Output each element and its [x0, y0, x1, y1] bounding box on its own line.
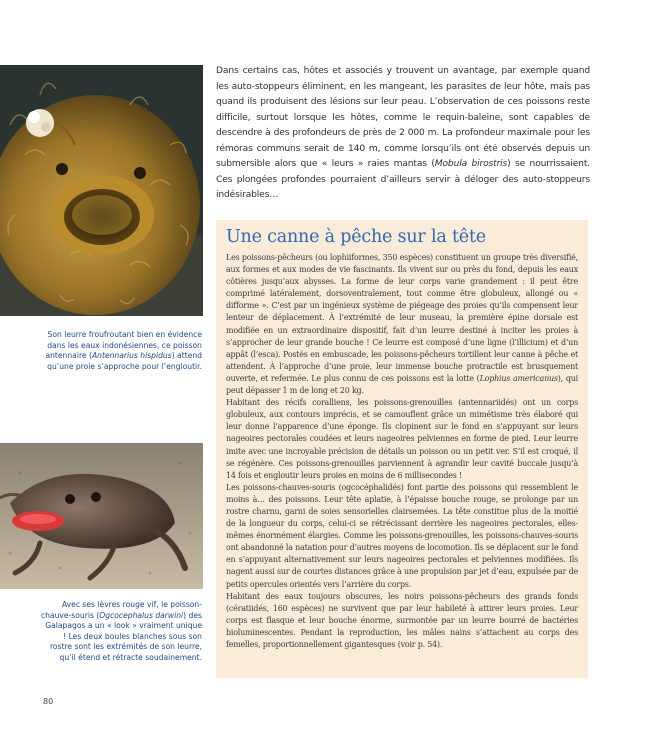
sidebar-box: [216, 220, 588, 678]
batfish-photo: [0, 443, 203, 589]
sidebar-paragraph-2: Habitant des récifs coralliens, les poissons-grenouilles (antennariidés) ont un corps globuleux, aux contours imprécis, et se camouflent grâce un mimétisme très élaboré qui leur donne l’apparence d’une éponge. Ils clopinent sur le fond en s’appuyant sur leurs nageoires pectorales coudées et leurs nageoires pelviennes en forme de pied. Leur leurre imite avec une incroyable précision de détails un poisson ou un petit ver. S’il est croqué, il se régénère. Ces poissons-grenouilles parviennent à agrandir leur cavité buccale jusqu’à 14 fois et engloutir leurs proies en moins de 6 millisecondes !: [226, 398, 578, 480]
caption-text: ) attend qu’une proie s’approche pour l’engloutir.: [47, 351, 202, 371]
species-name: Antennarius hispidus: [91, 351, 172, 361]
paragraph-text: ), qui peut dépasser 1 m de long et 20 kg.: [226, 373, 579, 396]
species-name: Mobula birostris: [434, 159, 508, 170]
paragraph-text: Les poissons-pêcheurs (ou lophiiformes, 350 espèces) constituent un groupe très diversifié, aux formes et aux modes de vie fascinants. Ils vivent sur ou près du fond, depuis les eaux côtières jusqu’aux abysses. La forme de leur corps varie grandement : il peut être comprimé latéralement, dorsoventralement, tout comme être globuleux, allongé ou « difforme ». C’est par un ingénieux système de piégeage des proies qu’ils compensent leur lenteur de déplacement. À l’extrémité de leur museau, la première épine dorsale est modifiée en un extraordinaire dispositif, fait d’un leurre destiné à inciter les proies à s’approcher de leur grande bouche ! Ce leurre est composé d’une ligne (l’illicium) et d’un appât (l’esca). Postés en embuscade, les poissons-pêcheurs tortillent leur canne à pêche et attendent. À l’approche d’une proie, leur immense bouche protractile est brusquement ouverte, et refermée. Le plus connu de ces poissons est la lotte (: [226, 253, 578, 383]
batfish-caption: [40, 600, 202, 664]
sidebar-paragraph-4: Habitant des eaux toujours obscures, les noirs poissons-pêcheurs des grands fonds (cératiidés, 160 espèces) ne survivent que par leur habileté à attirer leurs proies. Leur corps est flasque et leur bouche énorme, surmontée par un leurre bourré de bactéries bioluminescentes. Pendant la reproduction, les mâles nains s’attachent au corps des femelles, proportionnellement gigantesques (voir p. 54).: [226, 591, 578, 649]
frogfish-caption: [40, 330, 202, 372]
species-name: Ogcocephalus darwini: [99, 610, 184, 620]
sidebar-title: Une canne à pêche sur la tête: [226, 227, 486, 247]
sidebar-paragraph-3: Les poissons-chauves-souris (ogcocéphalidés) font partie des poissons qui ressemblent le moins à… des poissons. Leur tête aplatie, à l’épaisse bouche rouge, se prolonge par un rostre charnu, garni de soies sensorielles clairsemées. La tête constitue plus de la moitié de la longueur du corps, celui-ci se rétrécissant derrière les nageoires pectorales, elles-mêmes énormément élargies. Comme les poissons-grenouilles, les poissons-chauves-souris ont abandonné la natation pour d’autres moyens de locomotion. Ils se déplacent sur le fond en s’appuyant alternativement sur leurs nageoires pectorales et pelviennes modifiées. Ils nagent aussi sur de courtes distances grâce à une propulsion par jet d’eau, expulsée par de petits opercules orientés vers l’arrière du corps.: [226, 482, 578, 589]
caption-text: Son leurre froufroutant bien en évidence dans les eaux indonésiennes, ce poisson antennaire (: [45, 330, 202, 361]
caption-text: Avec ses lèvres rouge vif, le poisson-chauve-souris (: [40, 600, 202, 620]
intro-text: ) se nourrissaient. Ces plongées profondes pourraient d’ailleurs servir à déloger des auto-stoppeurs indésirables…: [216, 159, 590, 201]
sidebar-paragraph-1: [226, 252, 578, 397]
page-number: 80: [43, 697, 54, 706]
caption-text: ) des Galapagos a un « look » vraiment unique ! Les deux boules blanches sous son rostre sont les extrémités de son leurre, qu’il étend et rétracte soudainement.: [45, 610, 202, 662]
intro-paragraph: [216, 64, 590, 204]
frogfish-photo: [0, 65, 203, 316]
species-name: Lophius americanus: [479, 373, 558, 383]
intro-text: Dans certains cas, hôtes et associés y trouvent un avantage, par exemple quand les auto-stoppeurs éliminent, en les mangeant, les parasites de leur hôte, mais pas quand ils produisent des lésions sur leur peau. L’observation de ces poissons reste difficile, surtout lorsque les hôtes, comme le requin-baleine, sont capables de descendre à des profondeurs de près de 2 000 m. La profondeur maximale pour les rémoras communs serait de 140 m, comme lorsqu’ils ont été observés depuis un submersible alors que « leurs » raies mantas (: [216, 66, 590, 170]
